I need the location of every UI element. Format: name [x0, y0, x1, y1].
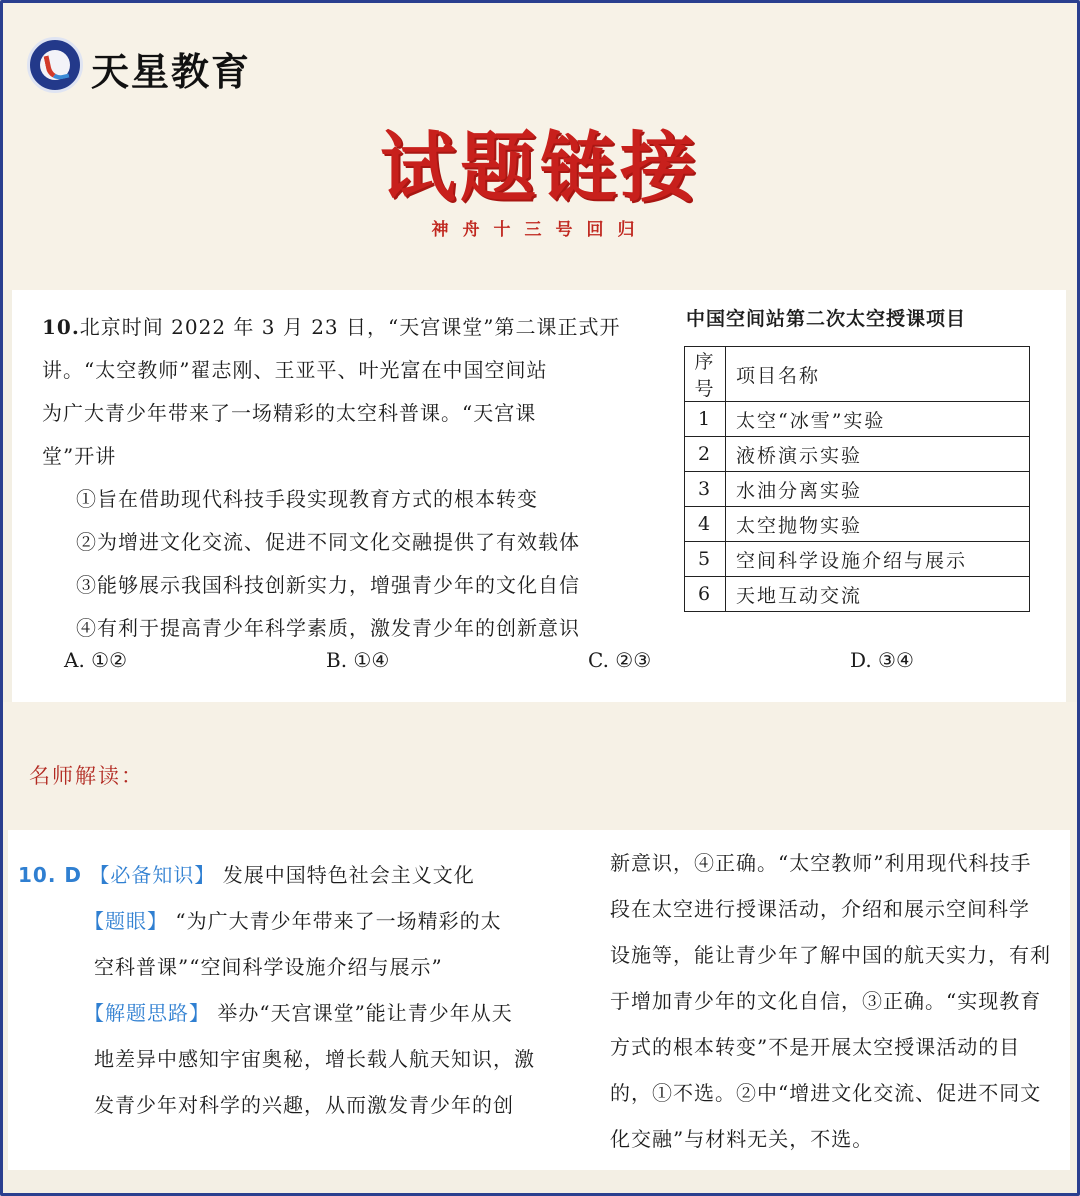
- table-row: [685, 542, 1030, 577]
- table-row: [685, 472, 1030, 507]
- choice-b: B. ①④: [326, 648, 390, 672]
- answer-line: 化交融”与材料无关，不选。: [610, 1127, 874, 1151]
- column-header-name: 项目名称: [726, 347, 1030, 402]
- column-header-number: 序号: [685, 347, 726, 402]
- table-row: [685, 577, 1030, 612]
- answer-line: 地差异中感知宇宙奥秘，增长载人航天知识，激: [94, 1047, 535, 1071]
- cell-number: 3: [685, 472, 726, 507]
- answer-line: 的，①不选。②中“增进文化交流、促进不同文: [610, 1081, 1042, 1105]
- question-line: 讲。“太空教师”翟志刚、王亚平、叶光富在中国空间站: [42, 358, 548, 382]
- knowledge-tag: 【必备知识】: [89, 863, 216, 887]
- answer-section: [8, 830, 1070, 1170]
- cell-name: 太空抛物实验: [726, 507, 1030, 542]
- header-banner: [3, 3, 1077, 290]
- brand-logo-icon: [27, 37, 83, 93]
- table-title: 中国空间站第二次太空授课项目: [686, 308, 967, 330]
- page-title: 试题链接: [380, 123, 700, 212]
- statement-3: ③能够展示我国科技创新实力，增强青少年的文化自信: [76, 573, 580, 597]
- answer-right-column: [610, 840, 1070, 1162]
- idea-text: 举办“天宫课堂”能让青少年从天: [217, 1001, 513, 1025]
- question-line: 为广大青少年带来了一场精彩的太空科普课。“天宫课: [42, 401, 537, 425]
- statement-4: ④有利于提高青少年科学素质，激发青少年的创新意识: [76, 616, 580, 640]
- table-row: [685, 507, 1030, 542]
- cell-number: 6: [685, 577, 726, 612]
- question-number: 10.: [42, 315, 80, 339]
- answer-line: 段在太空进行授课活动，介绍和展示空间科学: [610, 897, 1030, 921]
- answer-line: 设施等，能让青少年了解中国的航天实力，有利: [610, 943, 1051, 967]
- question-line: 10.北京时间 2022 年 3 月 23 日，“天宫课堂”第二课正式开: [42, 315, 621, 339]
- table-row: [685, 402, 1030, 437]
- cell-name: 天地互动交流: [726, 577, 1030, 612]
- brand-name: 天星教育: [91, 50, 252, 94]
- answer-line: 方式的根本转变”不是开展太空授课活动的目: [610, 1035, 1021, 1059]
- statement-2: ②为增进文化交流、促进不同文化交融提供了有效载体: [76, 530, 580, 554]
- answer-line: [18, 898, 588, 944]
- cell-name: 水油分离实验: [726, 472, 1030, 507]
- question-line: 堂”开讲: [42, 444, 117, 468]
- answer-line: [18, 852, 588, 898]
- choice-d: D. ③④: [850, 648, 914, 672]
- choice-a: A. ①②: [64, 648, 128, 672]
- statement-1: ①旨在借助现代科技手段实现教育方式的根本转变: [76, 487, 538, 511]
- answer-line: 于增加青少年的文化自信，③正确。“实现教育: [610, 989, 1042, 1013]
- cell-name: 液桥演示实验: [726, 437, 1030, 472]
- question-section: [12, 290, 1066, 702]
- answer-line: [18, 990, 588, 1036]
- question-text: [42, 306, 652, 650]
- idea-tag: 【解题思路】: [84, 1001, 210, 1025]
- answer-choices: [64, 648, 1054, 680]
- teacher-label: 名师解读：: [29, 764, 144, 788]
- cell-name: 空间科学设施介绍与展示: [726, 542, 1030, 577]
- answer-line: 新意识，④正确。“太空教师”利用现代科技手: [610, 851, 1032, 875]
- page-subtitle: 神舟十三号回归: [431, 220, 649, 240]
- cell-number: 2: [685, 437, 726, 472]
- cell-name: 太空“冰雪”实验: [726, 402, 1030, 437]
- knowledge-text: 发展中国特色社会主义文化: [222, 863, 475, 887]
- answer-line: 发青少年对科学的兴趣，从而激发青少年的创: [94, 1093, 514, 1117]
- answer-line: 空科普课”“空间科学设施介绍与展示”: [94, 955, 443, 979]
- table-header-row: [685, 347, 1030, 402]
- lesson-items-table: [684, 346, 1030, 612]
- table-row: [685, 437, 1030, 472]
- eye-text: “为广大青少年带来了一场精彩的太: [175, 909, 502, 933]
- cell-number: 1: [685, 402, 726, 437]
- teacher-band: [3, 702, 1077, 830]
- cell-number: 5: [685, 542, 726, 577]
- choice-c: C. ②③: [588, 648, 652, 672]
- answer-left-column: [18, 852, 588, 1128]
- eye-tag: 【题眼】: [84, 909, 168, 933]
- cell-number: 4: [685, 507, 726, 542]
- answer-number: 10. D: [18, 863, 82, 887]
